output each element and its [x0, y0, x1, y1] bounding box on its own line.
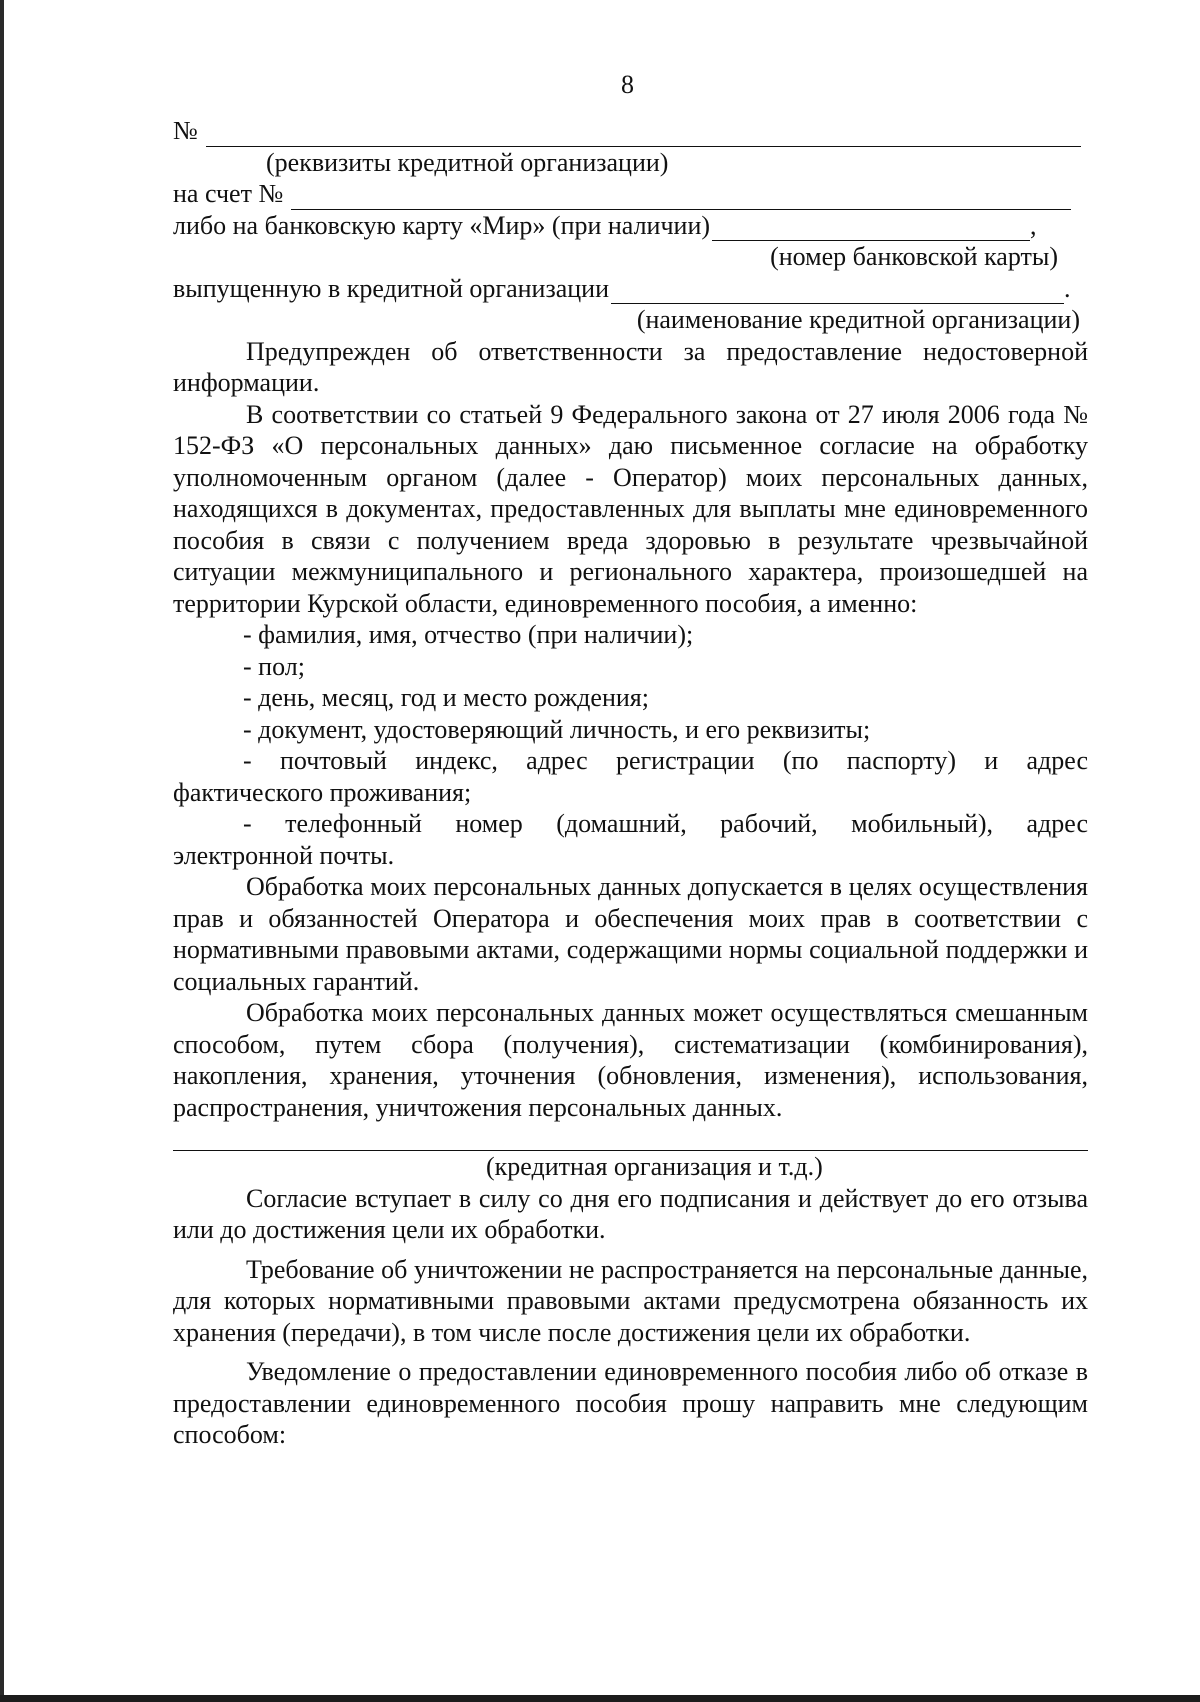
number-caption: (реквизиты кредитной организации) [266, 147, 669, 177]
destruction-note-paragraph: Требование об уничтожении не распространяется на персональные данные, для которых нормативными правовыми актами предусмотрена обязанность их хранения (передачи), в том числе после достижения цели их обработки. [173, 1254, 1088, 1347]
postal-item-line1: - почтовый индекс, адрес регистрации (по паспорту) и адрес [243, 746, 1088, 775]
card-blank [712, 218, 1030, 241]
number-label: № [173, 116, 198, 145]
account-field [173, 178, 1088, 210]
number-field [173, 115, 1088, 147]
processing-purpose-paragraph: Обработка моих персональных данных допускается в целях осуществления прав и обязанностей Оператора и обеспечения моих прав в соответствии с нормативными правовыми актами, содержащими нормы социальной поддержки и социальных гарантий. [173, 872, 1088, 996]
issued-label: выпущенную в кредитной организации [173, 273, 609, 303]
issued-blank [611, 281, 1064, 304]
card-label: либо на банковскую карту «Мир» (при наличии) [173, 210, 711, 240]
organization-blank-line [173, 1128, 1088, 1151]
notification-request-paragraph: Уведомление о предоставлении единовременного пособия либо об отказе в предоставлении единовременного пособия прошу направить мне следующим способом: [173, 1357, 1088, 1449]
card-field [173, 210, 1088, 242]
postal-item-line2: фактического проживания; [173, 777, 472, 807]
document-body [173, 115, 1088, 1451]
warning-paragraph: Предупрежден об ответственности за предоставление недостоверной информации. [173, 336, 1088, 397]
list-item: - документ, удостоверяющий личность, и его реквизиты; [243, 714, 871, 744]
issued-trailing: . [1064, 273, 1071, 303]
issued-field [173, 273, 1088, 305]
card-caption: (номер банковской карты) [770, 242, 1058, 271]
phone-item-line1: - телефонный номер (домашний, рабочий, мобильный), адрес [243, 809, 1088, 838]
number-blank [206, 124, 1081, 147]
list-item: - фамилия, имя, отчество (при наличии); [243, 620, 694, 649]
processing-method-paragraph: Обработка моих персональных данных может осуществляться смешанным способом, путем сбора (получения), систематизации (комбинирования), накопления, хранения, уточнения (обновления, изменения), использования, распространения, уничтожения персональных данных. [173, 998, 1088, 1122]
consent-intro-paragraph: В соответствии со статьей 9 Федерального закона от 27 июля 2006 года № 152-ФЗ «О персональных данных» даю письменное согласие на обработку уполномоченным органом (далее - Оператор) моих персональных данных, находящихся в документах, предоставленных для выплаты мне единовременного пособия в связи с получением вреда здоровью в результате чрезвычайной ситуации межмуниципального и регионального характера, произошедшей на территории Курской области, единовременного пособия, а именно: [173, 399, 1088, 618]
list-item: - пол; [243, 651, 305, 681]
consent-validity-paragraph: Согласие вступает в силу со дня его подписания и действует до его отзыва или до достижения цели их обработки. [173, 1183, 1088, 1244]
account-blank [291, 187, 1071, 210]
card-trailing: , [1030, 210, 1037, 240]
scan-left-edge [0, 0, 4, 1702]
phone-item-line2: электронной почты. [173, 840, 395, 870]
issued-caption: (наименование кредитной организации) [636, 305, 1080, 334]
organization-caption: (кредитная организация и т.д.) [486, 1152, 823, 1181]
account-label: на счет № [173, 179, 284, 208]
scan-bottom-edge [0, 1695, 1200, 1702]
list-item: - день, месяц, год и место рождения; [243, 683, 649, 712]
page-number: 8 [621, 70, 634, 99]
